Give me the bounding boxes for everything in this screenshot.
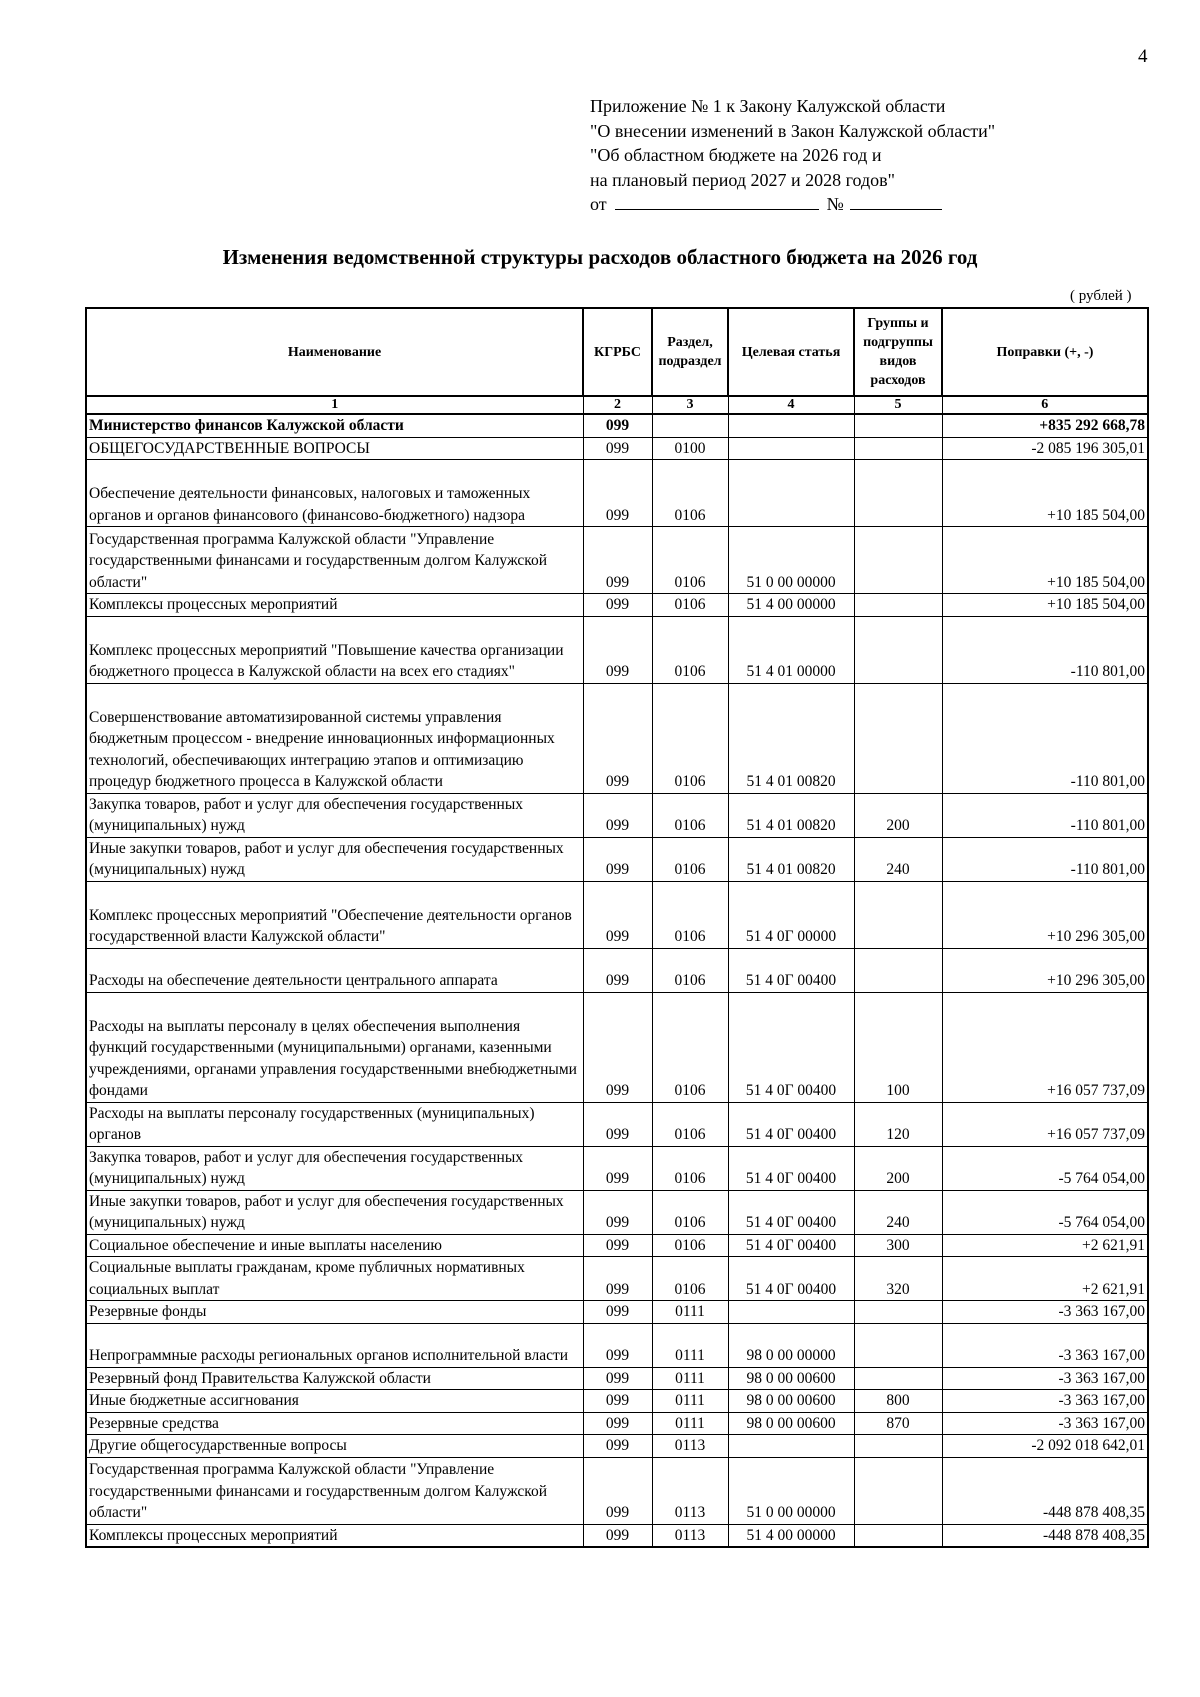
column-number: 4 — [728, 396, 854, 414]
row-target-cell — [728, 437, 854, 460]
date-blank — [615, 192, 819, 210]
row-target-cell: 98 0 00 00600 — [728, 1367, 854, 1390]
row-group-cell — [854, 437, 942, 460]
column-header-target: Целевая статья — [728, 308, 854, 396]
row-target-cell: 98 0 00 00600 — [728, 1390, 854, 1413]
row-amount-cell: -3 363 167,00 — [942, 1323, 1148, 1367]
row-section-cell: 0111 — [652, 1367, 728, 1390]
row-amount-cell: +10 185 504,00 — [942, 527, 1148, 594]
column-number: 2 — [583, 396, 652, 414]
row-name-cell: Комплекс процессных мероприятий "Обеспечение деятельности органов государственной власти Калужской области" — [86, 881, 583, 948]
column-number: 1 — [86, 396, 583, 414]
row-section-cell: 0113 — [652, 1435, 728, 1458]
row-kgrbs-cell: 099 — [583, 992, 652, 1102]
row-name-cell: Иные закупки товаров, работ и услуг для обеспечения государственных (муниципальных) нужд — [86, 1190, 583, 1234]
date-number-line — [590, 192, 995, 217]
appendix-header-line: "О внесении изменений в Закон Калужской области" — [590, 120, 996, 141]
row-name-cell: Расходы на выплаты персоналу в целях обеспечения выполнения функций государственными (муниципальными) органами, казенными учреждениями, органами управления государственными внебюджетными фондами — [86, 992, 583, 1102]
row-kgrbs-cell: 099 — [583, 1390, 652, 1413]
row-group-cell — [854, 1367, 942, 1390]
row-section-cell: 0106 — [652, 594, 728, 617]
row-section-cell: 0106 — [652, 683, 728, 793]
row-kgrbs-cell: 099 — [583, 1102, 652, 1146]
row-kgrbs-cell: 099 — [583, 1412, 652, 1435]
column-header-section: Раздел, подраздел — [652, 308, 728, 396]
row-group-cell — [854, 1323, 942, 1367]
row-group-cell — [854, 948, 942, 992]
row-group-cell: 800 — [854, 1390, 942, 1413]
row-name-cell: Резервный фонд Правительства Калужской области — [86, 1367, 583, 1390]
row-kgrbs-cell: 099 — [583, 1435, 652, 1458]
row-kgrbs-cell: 099 — [583, 527, 652, 594]
row-target-cell: 51 4 0Г 00400 — [728, 1257, 854, 1301]
row-group-cell: 240 — [854, 1190, 942, 1234]
row-target-cell: 51 4 01 00000 — [728, 616, 854, 683]
column-header-name: Наименование — [86, 308, 583, 396]
row-amount-cell: +10 296 305,00 — [942, 948, 1148, 992]
row-name-cell: Социальные выплаты гражданам, кроме публичных нормативных социальных выплат — [86, 1257, 583, 1301]
page-number: 4 — [1138, 46, 1148, 67]
row-amount-cell: +10 185 504,00 — [942, 594, 1148, 617]
row-kgrbs-cell: 099 — [583, 1190, 652, 1234]
row-amount-cell: +10 185 504,00 — [942, 460, 1148, 527]
units-label: ( рублей ) — [1070, 288, 1132, 304]
row-target-cell — [728, 460, 854, 527]
row-section-cell: 0106 — [652, 616, 728, 683]
row-section-cell: 0106 — [652, 881, 728, 948]
row-group-cell — [854, 616, 942, 683]
number-label: № — [826, 194, 844, 214]
table-row — [86, 683, 1148, 793]
table-row — [86, 881, 1148, 948]
row-name-cell: Комплексы процессных мероприятий — [86, 594, 583, 617]
number-blank — [850, 192, 942, 210]
table-row — [86, 1323, 1148, 1367]
row-section-cell: 0111 — [652, 1301, 728, 1324]
row-group-cell: 320 — [854, 1257, 942, 1301]
row-group-cell — [854, 460, 942, 527]
row-name-cell: Иные закупки товаров, работ и услуг для обеспечения государственных (муниципальных) нужд — [86, 837, 583, 881]
row-amount-cell: +2 621,91 — [942, 1257, 1148, 1301]
table-row — [86, 527, 1148, 594]
row-group-cell — [854, 1524, 942, 1547]
row-target-cell: 51 4 0Г 00000 — [728, 881, 854, 948]
row-name-cell: Комплексы процессных мероприятий — [86, 1524, 583, 1547]
row-kgrbs-cell: 099 — [583, 460, 652, 527]
row-kgrbs-cell: 099 — [583, 1524, 652, 1547]
row-amount-cell: +10 296 305,00 — [942, 881, 1148, 948]
appendix-header-line: Приложение № 1 к Закону Калужской области — [590, 96, 946, 116]
row-kgrbs-cell: 099 — [583, 1367, 652, 1390]
table-row — [86, 1146, 1148, 1190]
row-target-cell — [728, 414, 854, 437]
row-group-cell — [854, 1435, 942, 1458]
row-name-cell: Непрограммные расходы региональных органов исполнительной власти — [86, 1323, 583, 1367]
row-group-cell — [854, 1457, 942, 1524]
row-target-cell: 51 0 00 00000 — [728, 527, 854, 594]
row-group-cell — [854, 1301, 942, 1324]
row-kgrbs-cell: 099 — [583, 1323, 652, 1367]
row-group-cell: 240 — [854, 837, 942, 881]
row-kgrbs-cell: 099 — [583, 414, 652, 437]
row-kgrbs-cell: 099 — [583, 437, 652, 460]
row-target-cell: 51 4 0Г 00400 — [728, 1102, 854, 1146]
document-title: Изменения ведомственной структуры расходов областного бюджета на 2026 год — [222, 245, 978, 269]
row-target-cell — [728, 1301, 854, 1324]
row-name-cell: Другие общегосударственные вопросы — [86, 1435, 583, 1458]
row-target-cell — [728, 1435, 854, 1458]
table-row — [86, 460, 1148, 527]
row-name-cell: Комплекс процессных мероприятий "Повышение качества организации бюджетного процесса в Калужской области на всех его стадиях" — [86, 616, 583, 683]
table-row — [86, 837, 1148, 881]
row-name-cell: Совершенствование автоматизированной системы управления бюджетным процессом - внедрение инновационных информационных технологий, обеспечивающих интеграцию этапов и оптимизацию процедур бюджетного процесса в Калужской области — [86, 683, 583, 793]
table-row — [86, 948, 1148, 992]
column-number: 6 — [942, 396, 1148, 414]
row-amount-cell: -2 092 018 642,01 — [942, 1435, 1148, 1458]
row-target-cell: 51 4 0Г 00400 — [728, 992, 854, 1102]
column-number: 3 — [652, 396, 728, 414]
column-number-row — [86, 396, 1148, 414]
row-section-cell — [652, 414, 728, 437]
row-group-cell — [854, 881, 942, 948]
row-name-cell: Закупка товаров, работ и услуг для обеспечения государственных (муниципальных) нужд — [86, 793, 583, 837]
row-amount-cell: -3 363 167,00 — [942, 1301, 1148, 1324]
row-group-cell: 200 — [854, 793, 942, 837]
row-section-cell: 0100 — [652, 437, 728, 460]
table-row — [86, 1412, 1148, 1435]
row-kgrbs-cell: 099 — [583, 948, 652, 992]
row-amount-cell: -5 764 054,00 — [942, 1146, 1148, 1190]
row-kgrbs-cell: 099 — [583, 881, 652, 948]
row-target-cell: 51 4 0Г 00400 — [728, 1146, 854, 1190]
table-row — [86, 1102, 1148, 1146]
row-target-cell: 51 4 0Г 00400 — [728, 1190, 854, 1234]
table-row — [86, 1257, 1148, 1301]
row-target-cell: 51 4 00 00000 — [728, 594, 854, 617]
row-kgrbs-cell: 099 — [583, 837, 652, 881]
row-target-cell: 51 4 01 00820 — [728, 683, 854, 793]
row-amount-cell: -448 878 408,35 — [942, 1524, 1148, 1547]
row-kgrbs-cell: 099 — [583, 1146, 652, 1190]
row-name-cell: Резервные средства — [86, 1412, 583, 1435]
row-name-cell: Закупка товаров, работ и услуг для обеспечения государственных (муниципальных) нужд — [86, 1146, 583, 1190]
table-row — [86, 1524, 1148, 1547]
row-amount-cell: -110 801,00 — [942, 616, 1148, 683]
table-row — [86, 1390, 1148, 1413]
row-section-cell: 0106 — [652, 793, 728, 837]
row-section-cell: 0106 — [652, 1102, 728, 1146]
column-header-amount: Поправки (+, -) — [942, 308, 1148, 396]
row-group-cell — [854, 594, 942, 617]
row-group-cell: 100 — [854, 992, 942, 1102]
row-section-cell: 0106 — [652, 460, 728, 527]
table-row — [86, 1367, 1148, 1390]
row-kgrbs-cell: 099 — [583, 1301, 652, 1324]
row-section-cell: 0106 — [652, 837, 728, 881]
row-group-cell — [854, 683, 942, 793]
table-row — [86, 1234, 1148, 1257]
table-row — [86, 594, 1148, 617]
column-header-group: Группы и подгруппы видов расходов — [854, 308, 942, 396]
row-amount-cell: -5 764 054,00 — [942, 1190, 1148, 1234]
row-section-cell: 0111 — [652, 1323, 728, 1367]
appendix-header — [590, 94, 995, 217]
row-section-cell: 0106 — [652, 948, 728, 992]
row-name-cell: Министерство финансов Калужской области — [86, 414, 583, 437]
row-amount-cell: -3 363 167,00 — [942, 1412, 1148, 1435]
row-target-cell: 98 0 00 00000 — [728, 1323, 854, 1367]
row-kgrbs-cell: 099 — [583, 683, 652, 793]
table-row — [86, 793, 1148, 837]
row-amount-cell: +2 621,91 — [942, 1234, 1148, 1257]
table-row — [86, 1457, 1148, 1524]
row-amount-cell: -3 363 167,00 — [942, 1367, 1148, 1390]
row-section-cell: 0113 — [652, 1524, 728, 1547]
row-kgrbs-cell: 099 — [583, 793, 652, 837]
row-name-cell: Государственная программа Калужской области "Управление государственными финансами и государственным долгом Калужской области" — [86, 1457, 583, 1524]
row-kgrbs-cell: 099 — [583, 594, 652, 617]
row-group-cell: 200 — [854, 1146, 942, 1190]
row-name-cell: Резервные фонды — [86, 1301, 583, 1324]
table-row — [86, 1190, 1148, 1234]
row-section-cell: 0106 — [652, 1190, 728, 1234]
row-name-cell: ОБЩЕГОСУДАРСТВЕННЫЕ ВОПРОСЫ — [86, 437, 583, 460]
row-kgrbs-cell: 099 — [583, 616, 652, 683]
row-target-cell: 51 4 00 00000 — [728, 1524, 854, 1547]
row-section-cell: 0111 — [652, 1390, 728, 1413]
row-target-cell: 51 4 0Г 00400 — [728, 1234, 854, 1257]
row-section-cell: 0111 — [652, 1412, 728, 1435]
from-label: от — [590, 194, 607, 214]
row-section-cell: 0106 — [652, 1257, 728, 1301]
row-amount-cell: -110 801,00 — [942, 793, 1148, 837]
row-group-cell: 300 — [854, 1234, 942, 1257]
row-target-cell: 51 0 00 00000 — [728, 1457, 854, 1524]
row-amount-cell: -110 801,00 — [942, 837, 1148, 881]
row-kgrbs-cell: 099 — [583, 1234, 652, 1257]
table-row — [86, 992, 1148, 1102]
row-amount-cell: -448 878 408,35 — [942, 1457, 1148, 1524]
row-target-cell: 51 4 0Г 00400 — [728, 948, 854, 992]
row-kgrbs-cell: 099 — [583, 1257, 652, 1301]
row-group-cell — [854, 414, 942, 437]
table-row — [86, 437, 1148, 460]
row-name-cell: Расходы на обеспечение деятельности центрального аппарата — [86, 948, 583, 992]
column-header-kgrbs: КГРБС — [583, 308, 652, 396]
row-target-cell: 98 0 00 00600 — [728, 1412, 854, 1435]
budget-table — [85, 307, 1149, 1548]
row-group-cell: 870 — [854, 1412, 942, 1435]
row-section-cell: 0106 — [652, 527, 728, 594]
table-header-row — [86, 308, 1148, 396]
row-kgrbs-cell: 099 — [583, 1457, 652, 1524]
table-row — [86, 1301, 1148, 1324]
row-section-cell: 0113 — [652, 1457, 728, 1524]
row-amount-cell: +16 057 737,09 — [942, 992, 1148, 1102]
row-name-cell: Государственная программа Калужской области "Управление государственными финансами и государственным долгом Калужской области" — [86, 527, 583, 594]
appendix-header-line: на плановый период 2027 и 2028 годов" — [590, 169, 896, 190]
row-target-cell: 51 4 01 00820 — [728, 793, 854, 837]
row-group-cell: 120 — [854, 1102, 942, 1146]
table-row — [86, 616, 1148, 683]
row-section-cell: 0106 — [652, 992, 728, 1102]
row-section-cell: 0106 — [652, 1234, 728, 1257]
row-section-cell: 0106 — [652, 1146, 728, 1190]
row-amount-cell: -110 801,00 — [942, 683, 1148, 793]
appendix-header-line: "Об областном бюджете на 2026 год и — [590, 145, 882, 165]
table-row — [86, 1435, 1148, 1458]
row-name-cell: Иные бюджетные ассигнования — [86, 1390, 583, 1413]
row-name-cell: Обеспечение деятельности финансовых, налоговых и таможенных органов и органов финансового (финансово-бюджетного) надзора — [86, 460, 583, 527]
row-amount-cell: -3 363 167,00 — [942, 1390, 1148, 1413]
row-amount-cell: +835 292 668,78 — [942, 414, 1148, 437]
row-target-cell: 51 4 01 00820 — [728, 837, 854, 881]
column-number: 5 — [854, 396, 942, 414]
row-name-cell: Социальное обеспечение и иные выплаты населению — [86, 1234, 583, 1257]
row-group-cell — [854, 527, 942, 594]
table-row — [86, 414, 1148, 437]
row-amount-cell: +16 057 737,09 — [942, 1102, 1148, 1146]
row-name-cell: Расходы на выплаты персоналу государственных (муниципальных) органов — [86, 1102, 583, 1146]
row-amount-cell: -2 085 196 305,01 — [942, 437, 1148, 460]
